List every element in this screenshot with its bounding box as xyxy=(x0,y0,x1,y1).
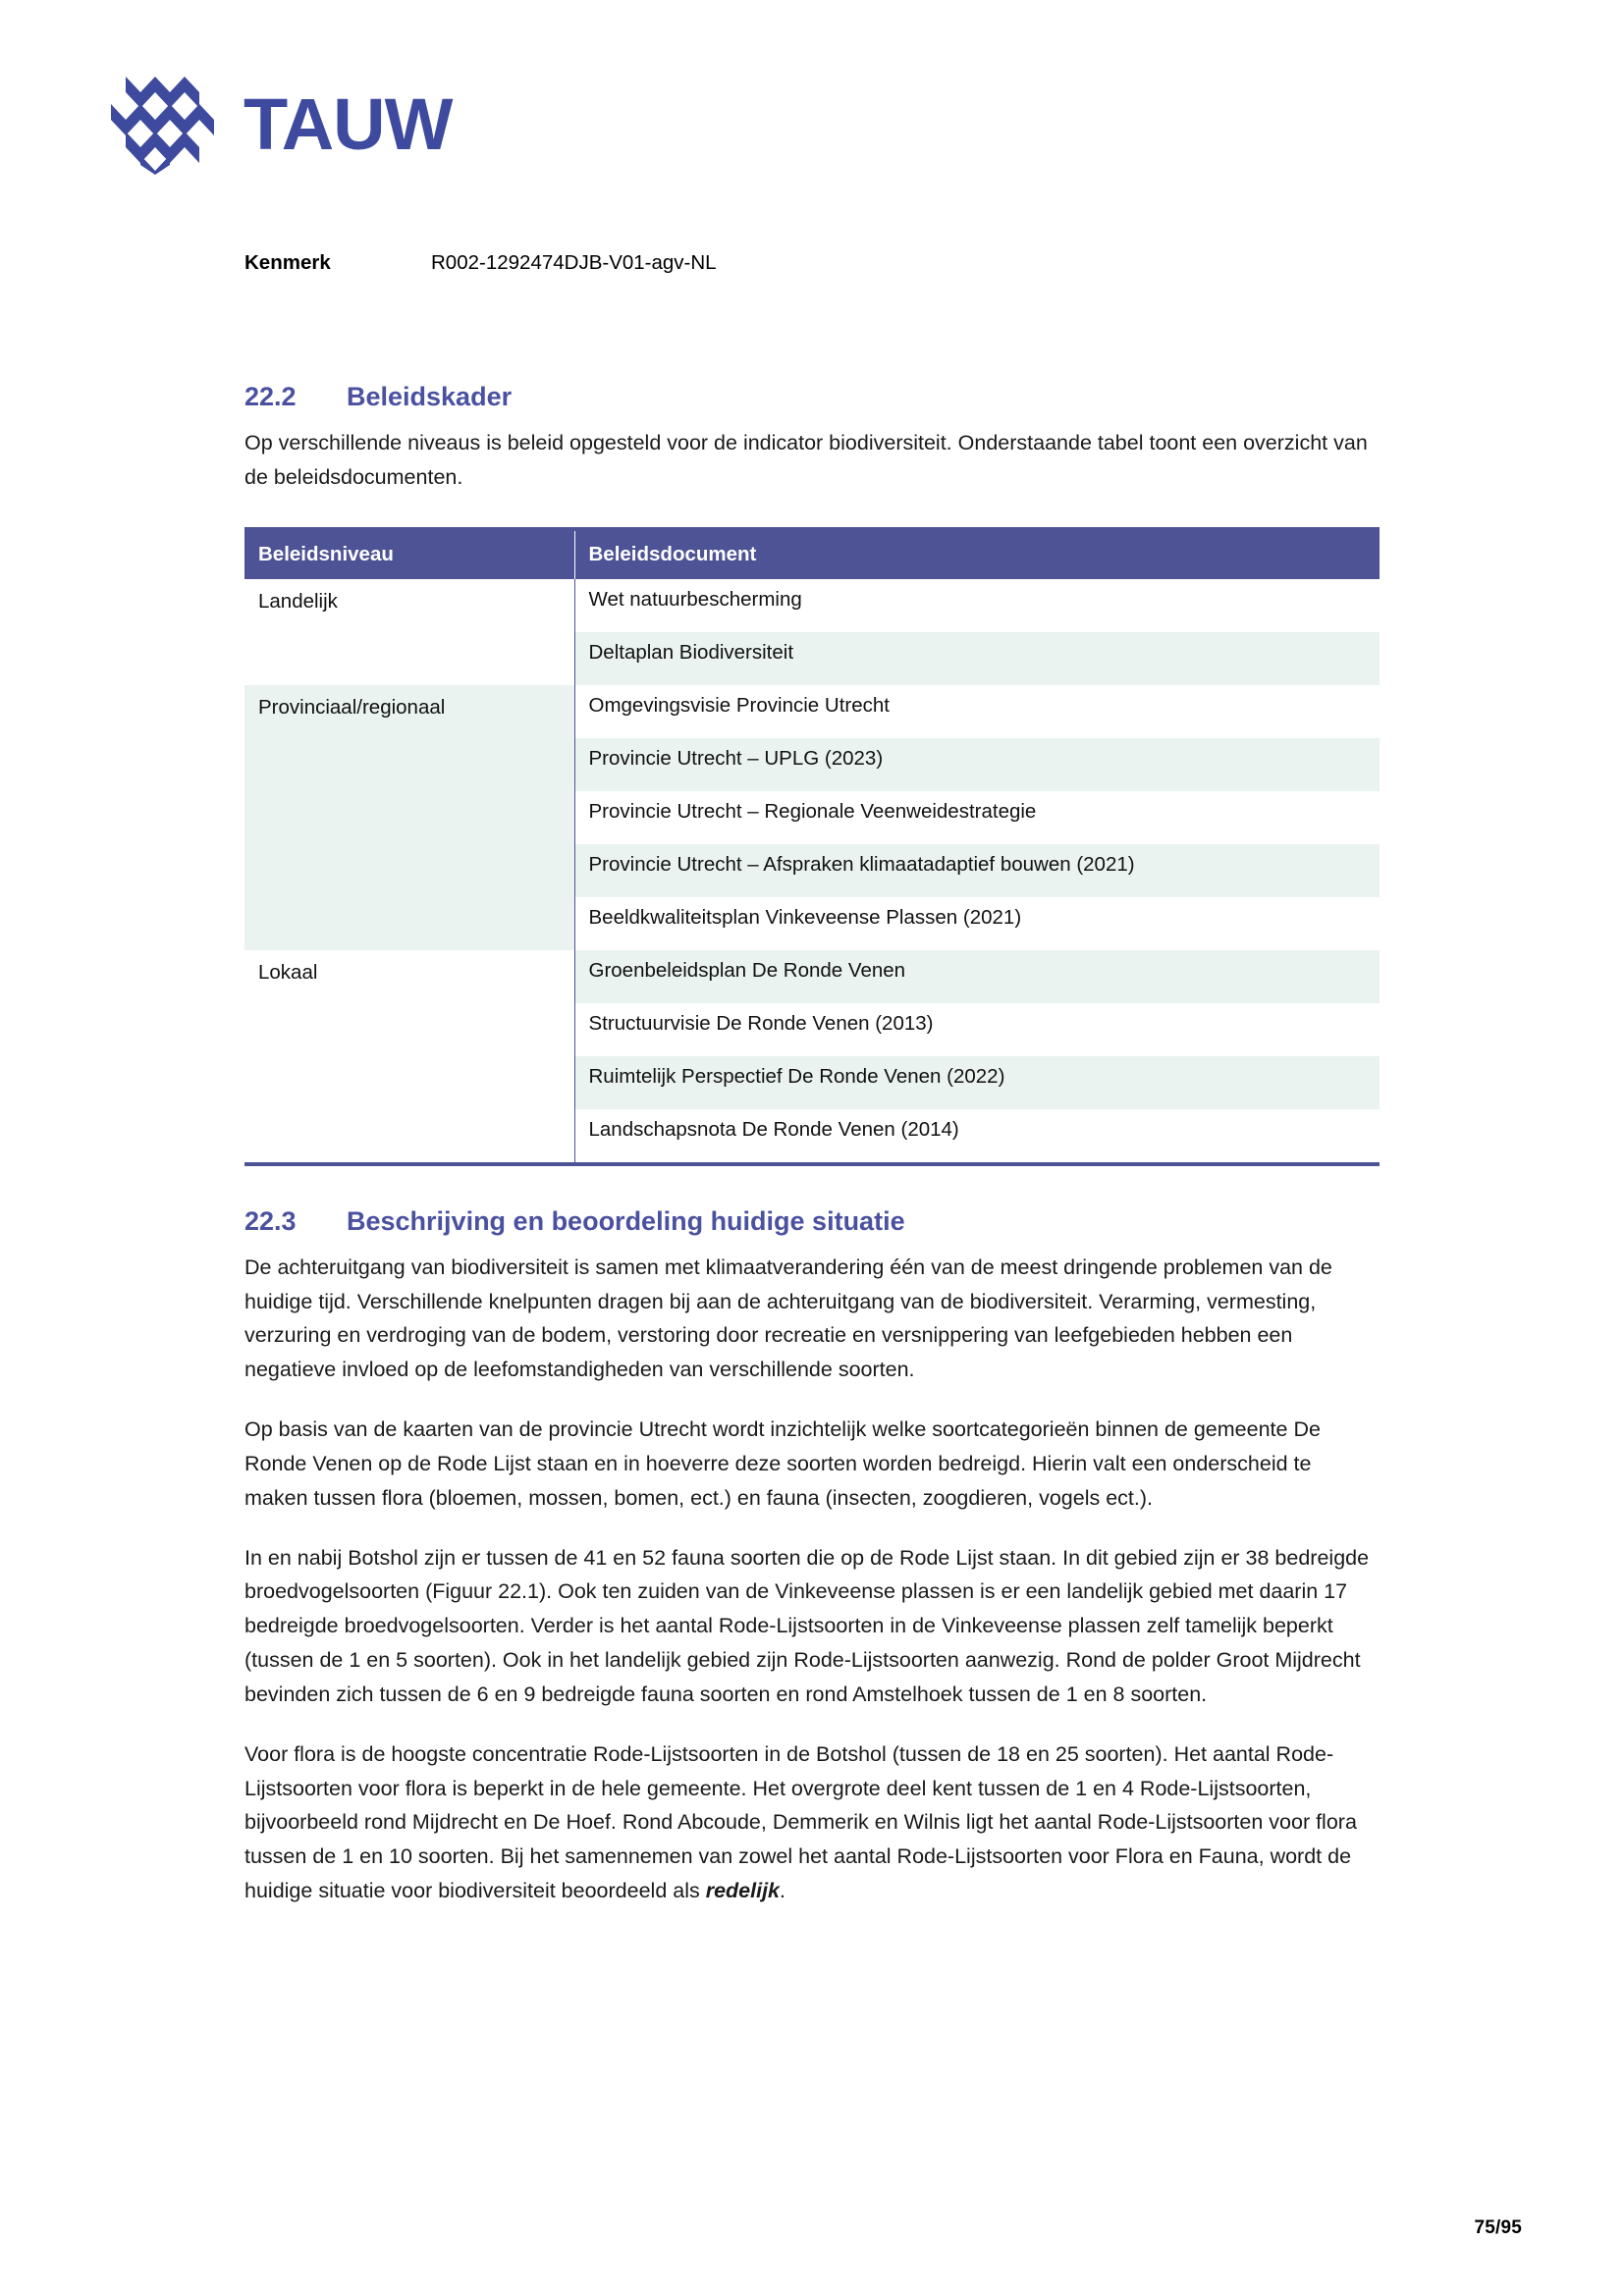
page-number: 75/95 xyxy=(1474,2217,1522,2238)
document-cell: Structuurvisie De Ronde Venen (2013) xyxy=(574,1003,1380,1056)
kenmerk-value: R002-1292474DJB-V01-agv-NL xyxy=(431,251,717,274)
column-header-level: Beleidsniveau xyxy=(244,529,574,579)
paragraph-3: In en nabij Botshol zijn er tussen de 41 en 52 fauna soorten die op de Rode Lijst staan. In dit gebied zijn er 38 bedreigde broedvogelsoorten (Figuur 22.1). Ook ten zuiden van de Vinkeveense plassen is er een landelijk gebied met daarin 17 bedreigde broedvogelsoorten. Verder is het aantal Rode-Lijstsoorten in de Vinkeveense plassen zelf tamelijk beperkt (tussen de 1 en 5 soorten). Ook in het landelijk gebied zijn Rode-Lijstsoorten aanwezig. Rond de polder Groot Mijdrecht bevinden zich tussen de 6 en 9 bedreigde fauna soorten en rond Amstelhoek tussen de 1 en 8 soorten. xyxy=(244,1545,1370,1706)
document-cell: Deltaplan Biodiversiteit xyxy=(574,632,1380,685)
section-heading-22-2 xyxy=(244,381,1380,414)
tauw-lattice-icon xyxy=(102,71,218,175)
document-cell: Provincie Utrecht – Afspraken klimaatadaptief bouwen (2021) xyxy=(574,844,1380,897)
section-22-2-intro: Op verschillende niveaus is beleid opgesteld voor de indicator biodiversiteit. Onderstaande tabel toont een overzicht van de beleidsdocumenten. xyxy=(244,430,1368,489)
table-row xyxy=(244,579,1380,632)
document-cell: Omgevingsvisie Provincie Utrecht xyxy=(574,685,1380,738)
document-cell: Ruimtelijk Perspectief De Ronde Venen (2022) xyxy=(574,1056,1380,1109)
tauw-wordmark: TAUW xyxy=(244,83,453,165)
table-row xyxy=(244,950,1380,1003)
column-header-document: Beleidsdocument xyxy=(574,529,1380,579)
paragraph-4-lead: Voor flora is de hoogste concentratie Rode-Lijstsoorten in de Botshol (tussen de 18 en 25 soorten). Het aantal Rode-Lijstsoorten voor flora is beperkt in de hele gemeente. Het overgrote deel kent tussen de 1 en 4 Rode-Lijstsoorten, bijvoorbeeld rond Mijdrecht en De Hoef. Rond Abcoude, Demmerik en Wilnis ligt het aantal Rode-Lijstsoorten voor flora tussen de 1 en 10 soorten. Bij het samennemen van zowel het aantal Rode-Lijstsoorten voor Flora en Fauna, wordt de huidige situatie voor biodiversiteit beoordeeld als xyxy=(244,1741,1357,1903)
policy-table xyxy=(244,527,1380,1166)
document-cell: Wet natuurbescherming xyxy=(574,579,1380,632)
paragraph-4-tail: . xyxy=(780,1879,785,1903)
level-cell-lokaal: Lokaal xyxy=(244,950,574,1164)
document-cell: Landschapsnota De Ronde Venen (2014) xyxy=(574,1109,1380,1164)
policy-table-container xyxy=(244,527,1380,1166)
page-content xyxy=(244,381,1380,1908)
section-heading-22-3 xyxy=(244,1205,1380,1239)
table-header-row xyxy=(244,529,1380,579)
tauw-logo xyxy=(102,71,452,175)
document-cell: Beeldkwaliteitsplan Vinkeveense Plassen (2021) xyxy=(574,897,1380,950)
document-cell: Provincie Utrecht – Regionale Veenweidestrategie xyxy=(574,791,1380,844)
kenmerk-label: Kenmerk xyxy=(244,251,331,274)
level-cell-provinciaal: Provinciaal/regionaal xyxy=(244,685,574,950)
table-row xyxy=(244,685,1380,738)
level-cell-landelijk: Landelijk xyxy=(244,579,574,685)
policy-table-body xyxy=(244,579,1380,1164)
document-reference xyxy=(244,250,717,277)
document-cell: Groenbeleidsplan De Ronde Venen xyxy=(574,950,1380,1003)
assessment-verdict: redelijk xyxy=(705,1879,781,1903)
paragraph-4 xyxy=(244,1737,1380,1908)
section-number: 22.3 xyxy=(244,1206,297,1237)
document-cell: Provincie Utrecht – UPLG (2023) xyxy=(574,738,1380,791)
section-title: Beschrijving en beoordeling huidige situatie xyxy=(347,1206,905,1237)
paragraph-1: De achteruitgang van biodiversiteit is samen met klimaatverandering één van de meest dringende problemen van de huidige tijd. Verschillende knelpunten dragen bij aan de achteruitgang van de biodiversiteit. Verarming, vermesting, verzuring en verdroging van de bodem, verstoring door recreatie en versnippering van leefgebieden hebben een negatieve invloed op de leefomstandigheden van verschillende soorten. xyxy=(244,1255,1332,1382)
section-number: 22.2 xyxy=(244,382,297,411)
paragraph-2: Op basis van de kaarten van de provincie Utrecht wordt inzichtelijk welke soortcategorieën binnen de gemeente De Ronde Venen op de Rode Lijst staan en in hoeverre deze soorten worden bedreigd. Hierin valt een onderscheid te maken tussen flora (bloemen, mossen, bomen, ect.) en fauna (insecten, zoogdieren, vogels ect.). xyxy=(244,1417,1321,1510)
section-title: Beleidskader xyxy=(347,382,513,411)
policy-table-head xyxy=(244,529,1380,579)
